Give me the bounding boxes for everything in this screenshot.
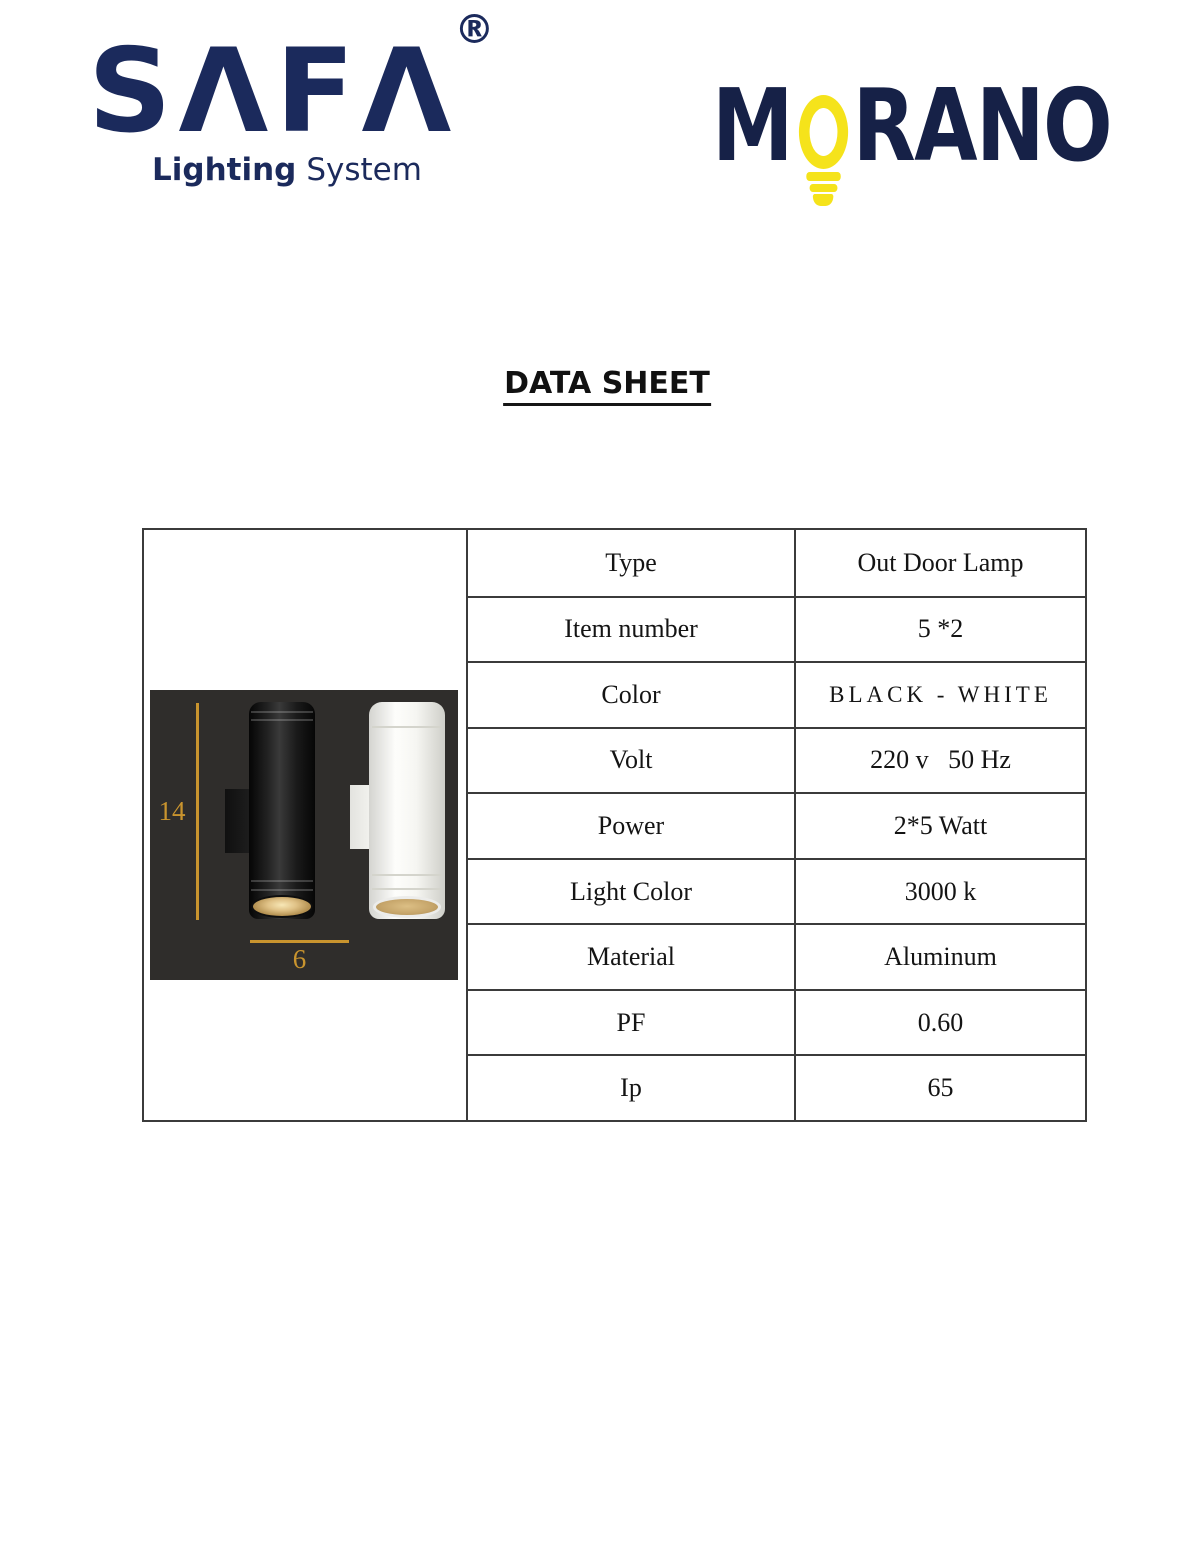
spec-value-power: 2*5 Watt	[794, 792, 1085, 858]
lamp-groove-line	[251, 711, 313, 713]
spec-value-material: Aluminum	[794, 923, 1085, 989]
lightbulb-icon	[799, 95, 848, 206]
spec-label-pf: PF	[466, 989, 794, 1055]
width-dimension-line	[250, 940, 349, 943]
width-dimension-label: 6	[292, 944, 307, 974]
safa-tagline-regular: System	[306, 152, 422, 188]
spec-value-ip: 65	[794, 1054, 1085, 1120]
spec-label-volt: Volt	[466, 727, 794, 793]
morano-letters-before: M	[712, 67, 792, 184]
white-lamp-lens	[373, 896, 441, 918]
spec-label-light-color: Light Color	[466, 858, 794, 924]
lamp-groove-line	[372, 726, 442, 728]
white-lamp-image	[369, 702, 445, 919]
lightbulb-screw-thread	[806, 172, 840, 181]
safa-tagline-bold: Lighting	[152, 152, 297, 188]
safa-wordmark	[88, 7, 498, 159]
spec-value-item-number: 5 *2	[794, 596, 1085, 662]
spec-value-color: BLACK - WHITE	[794, 661, 1085, 727]
spec-table	[142, 528, 1087, 1122]
registered-trademark-icon: ®	[454, 7, 495, 54]
spec-value-light-color: 3000 k	[794, 858, 1085, 924]
lightbulb-screw-thread	[809, 184, 837, 192]
spec-value-type: Out Door Lamp	[794, 530, 1085, 596]
height-dimension-label: 14	[158, 796, 186, 826]
spec-value-pf: 0.60	[794, 989, 1085, 1055]
spec-value-volt: 220 v 50 Hz	[794, 727, 1085, 793]
product-image-cell	[144, 530, 466, 1120]
spec-label-ip: Ip	[466, 1054, 794, 1120]
lamp-groove-line	[251, 889, 313, 891]
morano-letters-after: RANO	[852, 67, 1112, 184]
product-photo	[150, 690, 458, 980]
height-dimension-line	[196, 703, 199, 920]
lamp-groove-line	[251, 880, 313, 882]
morano-logo	[712, 67, 1112, 206]
black-lamp-image	[249, 702, 315, 919]
safa-logo	[88, 7, 498, 188]
lamp-groove-line	[251, 719, 313, 721]
safa-wordmark-text: SΛFΛ	[88, 24, 459, 159]
black-lamp-lens	[251, 895, 313, 918]
spec-label-power: Power	[466, 792, 794, 858]
spec-label-material: Material	[466, 923, 794, 989]
spec-label-item-number: Item number	[466, 596, 794, 662]
safa-tagline	[152, 152, 422, 188]
spec-label-color: Color	[466, 661, 794, 727]
lamp-groove-line	[372, 874, 442, 876]
lamp-groove-line	[372, 888, 442, 890]
page-title: DATA SHEET	[503, 366, 711, 406]
lightbulb-base-tip	[813, 194, 834, 206]
black-lamp-wall-bracket	[225, 789, 252, 853]
spec-label-type: Type	[466, 530, 794, 596]
lightbulb-glass	[799, 95, 848, 169]
